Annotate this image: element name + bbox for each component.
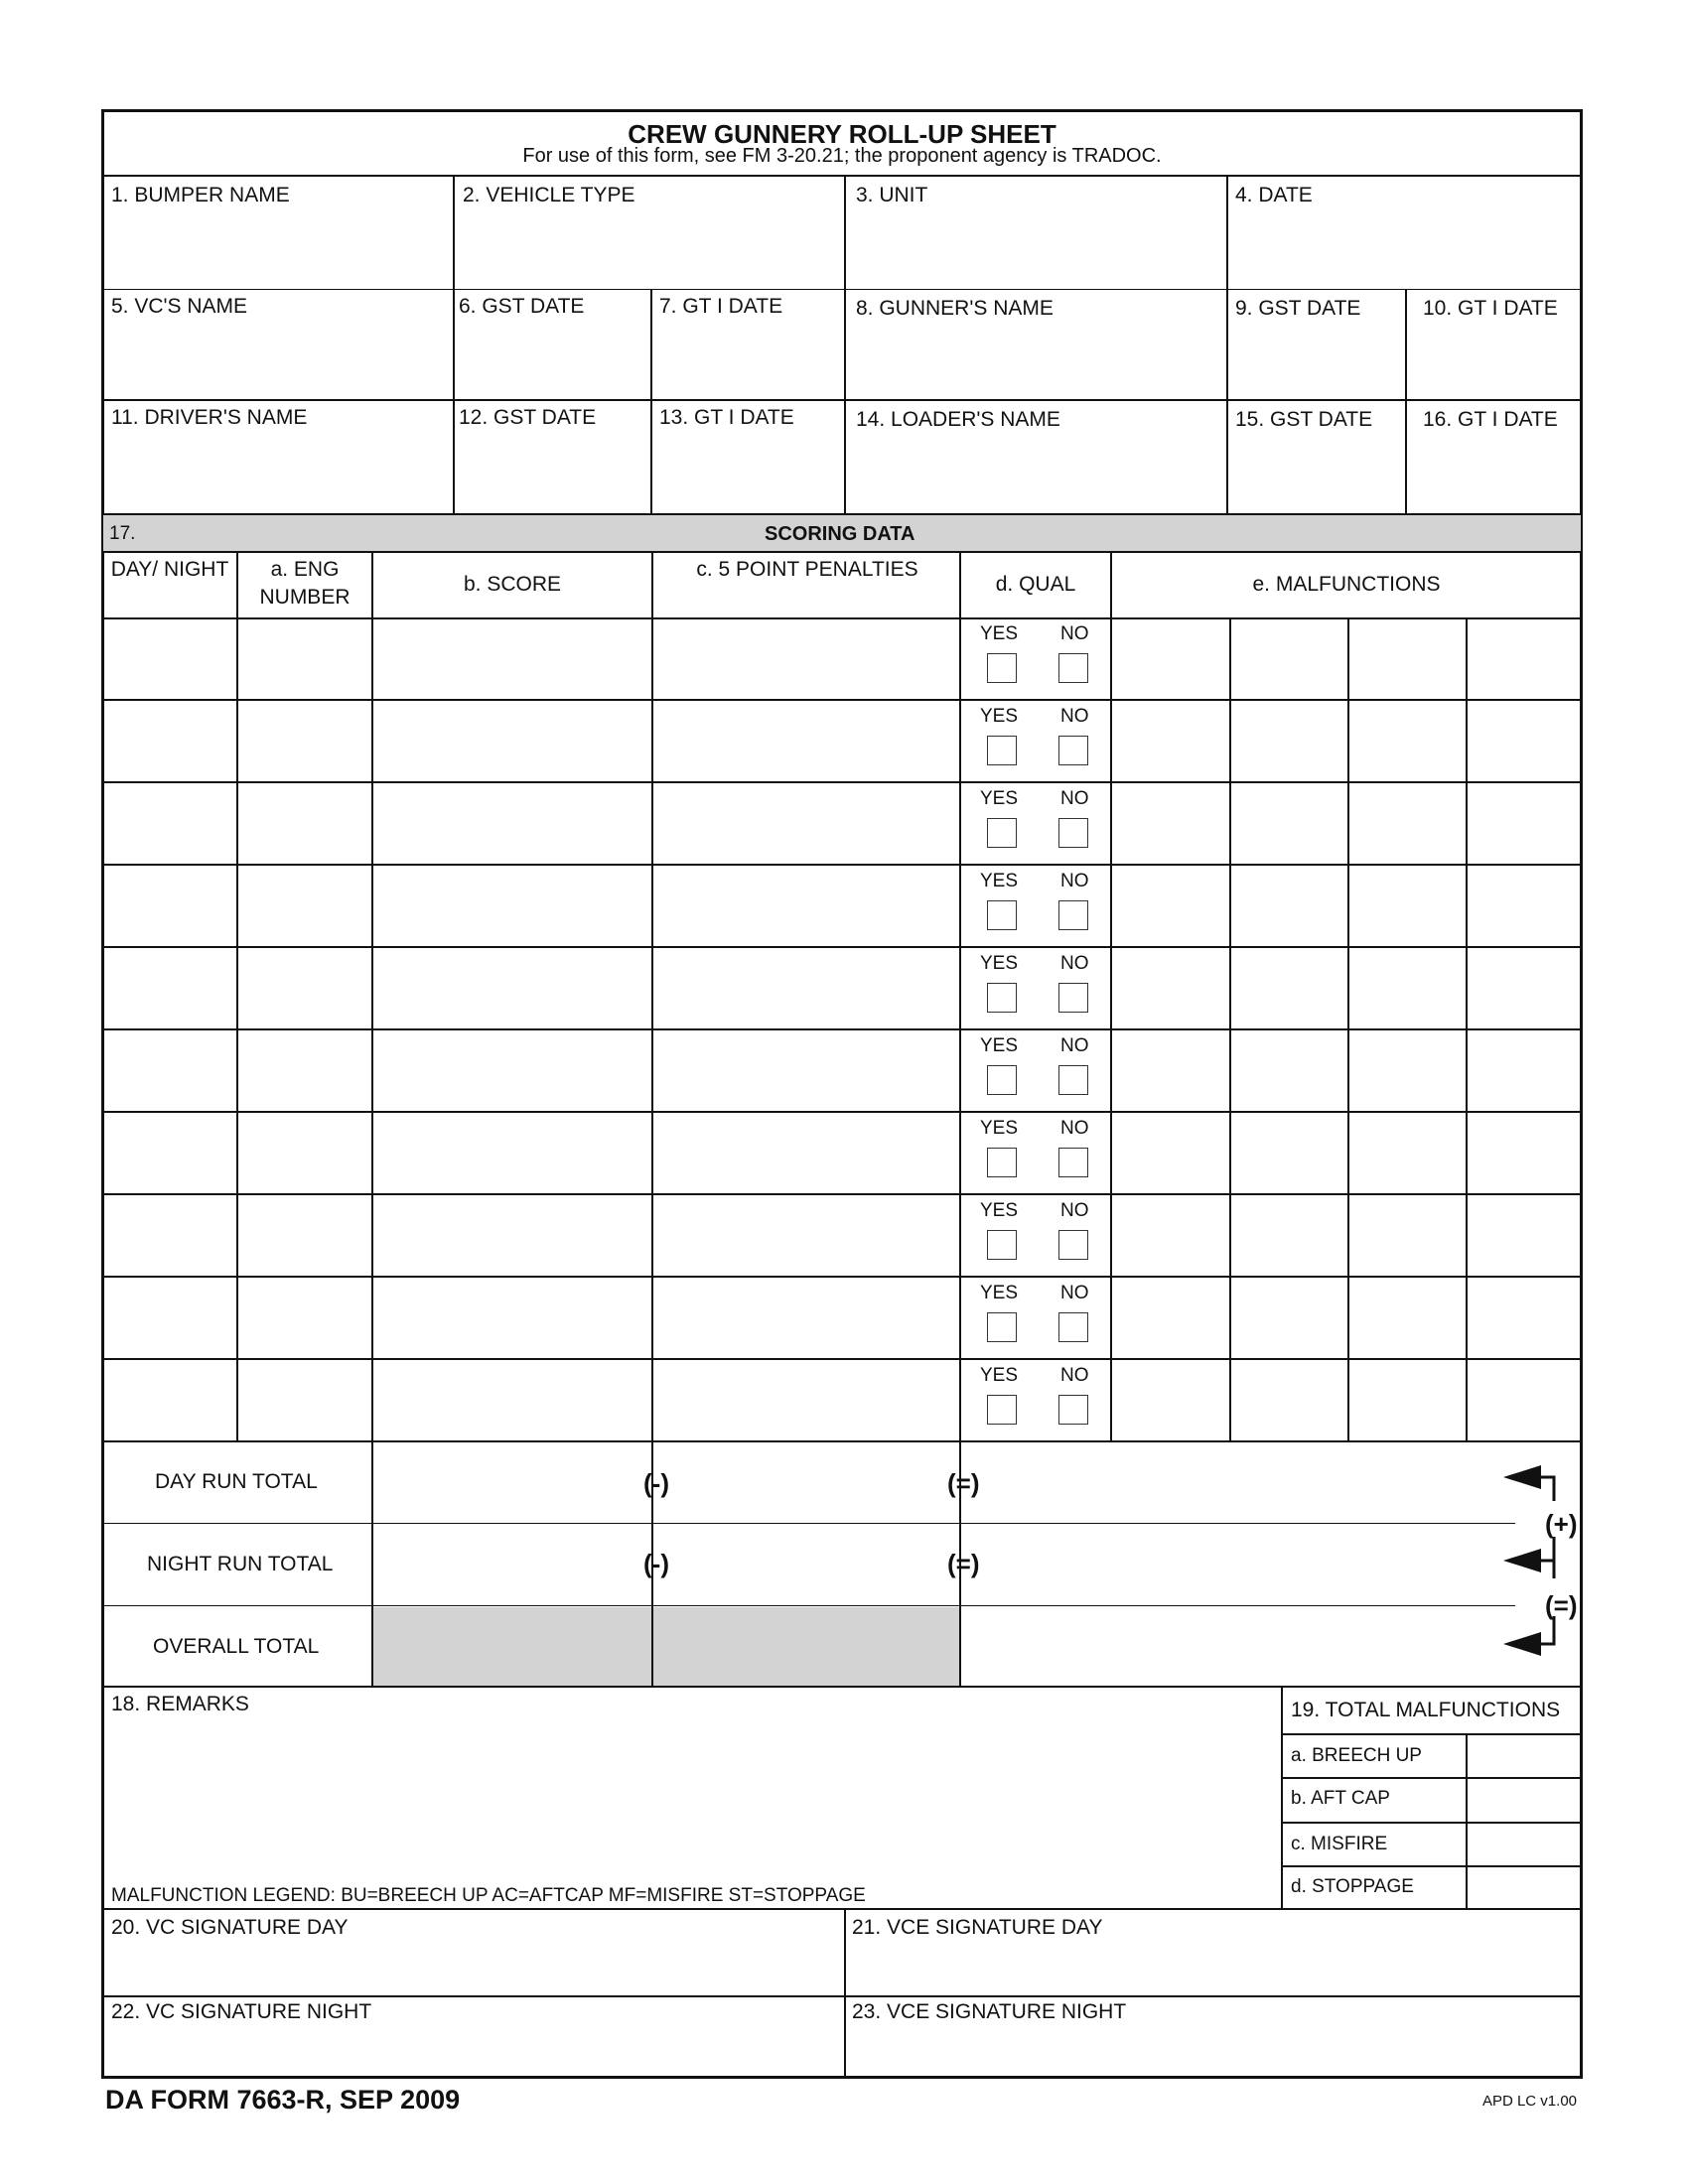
overall-penalties-shaded bbox=[653, 1607, 959, 1686]
yes-label: YES bbox=[980, 953, 1019, 974]
no-label: NO bbox=[1060, 1283, 1089, 1303]
vc-gst-date-field[interactable] bbox=[457, 324, 646, 395]
equals-symbol: (=) bbox=[1545, 1590, 1578, 1620]
vc-name-label: 5. VC'S NAME bbox=[111, 295, 248, 318]
rule bbox=[959, 551, 961, 1686]
driver-gst-date-label: 12. GST DATE bbox=[459, 406, 597, 429]
stoppage-label: d. STOPPAGE bbox=[1291, 1876, 1414, 1897]
col-malfunctions: e. MALFUNCTIONS bbox=[1252, 573, 1441, 596]
rule bbox=[1347, 617, 1349, 1440]
remarks-field[interactable] bbox=[105, 1719, 1277, 1809]
qual-no-checkbox[interactable] bbox=[1058, 736, 1088, 765]
unit-label: 3. UNIT bbox=[856, 184, 928, 206]
loader-gst-date-label: 15. GST DATE bbox=[1235, 408, 1373, 431]
rule bbox=[844, 175, 846, 513]
yes-label: YES bbox=[980, 788, 1019, 809]
overall-total-label: OVERALL TOTAL bbox=[153, 1635, 320, 1658]
bumper-name-label: 1. BUMPER NAME bbox=[111, 184, 290, 206]
rule bbox=[1281, 1822, 1583, 1824]
qual-yes-checkbox[interactable] bbox=[987, 818, 1017, 848]
form-id: DA FORM 7663-R, SEP 2009 bbox=[105, 2085, 461, 2115]
qual-yes-checkbox[interactable] bbox=[987, 1312, 1017, 1342]
driver-gt-date-field[interactable] bbox=[654, 435, 840, 510]
qual-yes-checkbox[interactable] bbox=[987, 653, 1017, 683]
qual-no-checkbox[interactable] bbox=[1058, 818, 1088, 848]
rule bbox=[101, 781, 1583, 783]
rule bbox=[101, 399, 1583, 401]
qual-yes-checkbox[interactable] bbox=[987, 900, 1017, 930]
unit-field[interactable] bbox=[848, 210, 1222, 286]
rule bbox=[101, 946, 1583, 948]
rule bbox=[101, 1523, 1515, 1524]
gunner-gst-date-field[interactable] bbox=[1230, 324, 1401, 395]
aft-cap-label: b. AFT CAP bbox=[1291, 1788, 1390, 1809]
form-title: CREW GUNNERY ROLL-UP SHEET bbox=[628, 119, 1056, 149]
gunner-gt-date-field[interactable] bbox=[1409, 324, 1578, 395]
no-label: NO bbox=[1060, 953, 1089, 974]
overall-score-shaded bbox=[373, 1607, 651, 1686]
loader-gst-date-field[interactable] bbox=[1230, 435, 1401, 510]
no-label: NO bbox=[1060, 871, 1089, 891]
qual-no-checkbox[interactable] bbox=[1058, 983, 1088, 1013]
vc-gt-date-field[interactable] bbox=[654, 324, 840, 395]
sum-bracket-arrows bbox=[1489, 1459, 1569, 1678]
rule bbox=[101, 1193, 1583, 1195]
qual-no-checkbox[interactable] bbox=[1058, 1395, 1088, 1425]
no-label: NO bbox=[1060, 1365, 1089, 1386]
vce-signature-day-label: 21. VCE SIGNATURE DAY bbox=[852, 1916, 1103, 1939]
rule bbox=[1466, 1733, 1468, 1910]
col-qual: d. QUAL bbox=[995, 573, 1076, 596]
date-field[interactable] bbox=[1230, 210, 1578, 286]
form-version: APD LC v1.00 bbox=[1481, 2093, 1577, 2110]
vc-signature-night-label: 22. VC SIGNATURE NIGHT bbox=[111, 2000, 372, 2023]
night-minus-symbol: (-) bbox=[643, 1549, 669, 1578]
yes-label: YES bbox=[980, 871, 1019, 891]
yes-label: YES bbox=[980, 706, 1019, 727]
no-label: NO bbox=[1060, 788, 1089, 809]
col-penalties: c. 5 POINT PENALTIES bbox=[696, 558, 918, 581]
loader-gt-date-label: 16. GT I DATE bbox=[1423, 408, 1558, 431]
qual-no-checkbox[interactable] bbox=[1058, 900, 1088, 930]
loader-name-label: 14. LOADER'S NAME bbox=[856, 408, 1060, 431]
yes-label: YES bbox=[980, 1283, 1019, 1303]
driver-name-field[interactable] bbox=[105, 435, 449, 510]
vc-signature-day-label: 20. VC SIGNATURE DAY bbox=[111, 1916, 349, 1939]
rule bbox=[101, 1995, 1583, 1997]
yes-label: YES bbox=[980, 1200, 1019, 1221]
rule bbox=[651, 551, 653, 1686]
no-label: NO bbox=[1060, 1118, 1089, 1139]
rule bbox=[1466, 617, 1468, 1440]
vc-gst-date-label: 6. GST DATE bbox=[459, 295, 585, 318]
rule bbox=[1110, 551, 1112, 1440]
qual-no-checkbox[interactable] bbox=[1058, 1312, 1088, 1342]
breech-up-count-field[interactable] bbox=[1470, 1737, 1579, 1775]
plus-symbol: (+) bbox=[1545, 1509, 1578, 1539]
rule bbox=[101, 617, 1583, 619]
vc-signature-night-field[interactable] bbox=[105, 2027, 840, 2073]
driver-gt-date-label: 13. GT I DATE bbox=[659, 406, 794, 429]
col-eng-number: a. ENG NUMBER bbox=[259, 558, 351, 609]
loader-name-field[interactable] bbox=[848, 435, 1222, 510]
day-run-total-label: DAY RUN TOTAL bbox=[155, 1470, 318, 1493]
yes-label: YES bbox=[980, 1365, 1019, 1386]
scoring-section-title: SCORING DATA bbox=[765, 523, 915, 545]
gunner-gst-date-label: 9. GST DATE bbox=[1235, 297, 1361, 320]
rule bbox=[101, 1686, 1583, 1688]
rule bbox=[101, 1908, 1583, 1910]
day-equals-symbol: (=) bbox=[947, 1468, 980, 1498]
qual-yes-checkbox[interactable] bbox=[987, 736, 1017, 765]
driver-name-label: 11. DRIVER'S NAME bbox=[111, 406, 308, 429]
rule bbox=[650, 289, 652, 513]
yes-label: YES bbox=[980, 1035, 1019, 1056]
rule bbox=[1226, 175, 1228, 513]
qual-yes-checkbox[interactable] bbox=[987, 1230, 1017, 1260]
rule bbox=[101, 1358, 1583, 1360]
no-label: NO bbox=[1060, 706, 1089, 727]
qual-yes-checkbox[interactable] bbox=[987, 1148, 1017, 1177]
qual-no-checkbox[interactable] bbox=[1058, 1148, 1088, 1177]
rule bbox=[101, 1028, 1583, 1030]
qual-yes-checkbox[interactable] bbox=[987, 1395, 1017, 1425]
rule bbox=[101, 699, 1583, 701]
rule bbox=[101, 175, 1583, 177]
rule bbox=[1229, 617, 1231, 1440]
vc-gt-date-label: 7. GT I DATE bbox=[659, 295, 783, 318]
aft-cap-count-field[interactable] bbox=[1470, 1781, 1579, 1820]
rule bbox=[101, 1440, 1583, 1442]
col-day-night: DAY/ NIGHT bbox=[110, 558, 229, 581]
total-malfunctions-label: 19. TOTAL MALFUNCTIONS bbox=[1291, 1699, 1561, 1721]
yes-label: YES bbox=[980, 1118, 1019, 1139]
rule bbox=[101, 864, 1583, 866]
qual-yes-checkbox[interactable] bbox=[987, 983, 1017, 1013]
rule bbox=[101, 1276, 1583, 1278]
rule bbox=[1405, 289, 1407, 513]
no-label: NO bbox=[1060, 1035, 1089, 1056]
vehicle-type-label: 2. VEHICLE TYPE bbox=[463, 184, 635, 206]
date-label: 4. DATE bbox=[1235, 184, 1313, 206]
rule bbox=[101, 551, 1583, 553]
vc-signature-day-field[interactable] bbox=[105, 1942, 840, 1991]
day-minus-symbol: (-) bbox=[643, 1468, 669, 1498]
qual-no-checkbox[interactable] bbox=[1058, 1230, 1088, 1260]
vc-name-field[interactable] bbox=[105, 324, 449, 395]
rule bbox=[1281, 1733, 1583, 1735]
breech-up-label: a. BREECH UP bbox=[1291, 1745, 1422, 1766]
stoppage-count-field[interactable] bbox=[1470, 1869, 1579, 1908]
misfire-label: c. MISFIRE bbox=[1291, 1834, 1388, 1854]
no-label: NO bbox=[1060, 1200, 1089, 1221]
loader-gt-date-field[interactable] bbox=[1409, 435, 1578, 510]
vehicle-type-field[interactable] bbox=[457, 210, 840, 286]
night-run-total-label: NIGHT RUN TOTAL bbox=[147, 1553, 334, 1575]
rule bbox=[1281, 1865, 1583, 1867]
day-arrow-icon bbox=[1503, 1465, 1541, 1489]
misfire-count-field[interactable] bbox=[1470, 1826, 1579, 1863]
driver-gst-date-field[interactable] bbox=[457, 435, 646, 510]
gunner-gt-date-label: 10. GT I DATE bbox=[1423, 297, 1558, 320]
rule bbox=[236, 551, 238, 1440]
remarks-label: 18. REMARKS bbox=[111, 1693, 249, 1715]
rule bbox=[1281, 1688, 1283, 1910]
vce-signature-day-field[interactable] bbox=[848, 1942, 1579, 1991]
gunner-name-field[interactable] bbox=[848, 324, 1222, 395]
form-subtitle: For use of this form, see FM 3-20.21; the proponent agency is TRADOC. bbox=[522, 145, 1162, 167]
vce-signature-night-field[interactable] bbox=[848, 2027, 1579, 2073]
col-score: b. SCORE bbox=[463, 573, 562, 596]
qual-no-checkbox[interactable] bbox=[1058, 653, 1088, 683]
rule bbox=[101, 289, 1583, 290]
rule bbox=[101, 1605, 1515, 1606]
yes-label: YES bbox=[980, 623, 1019, 644]
scoring-section-number: 17. bbox=[109, 523, 136, 544]
gunner-name-label: 8. GUNNER'S NAME bbox=[856, 297, 1054, 320]
bumper-name-field[interactable] bbox=[105, 210, 449, 286]
qual-no-checkbox[interactable] bbox=[1058, 1065, 1088, 1095]
no-label: NO bbox=[1060, 623, 1089, 644]
rule bbox=[101, 1111, 1583, 1113]
overall-arrow-icon bbox=[1503, 1632, 1541, 1656]
malfunction-legend: MALFUNCTION LEGEND: BU=BREECH UP AC=AFTCAP MF=MISFIRE ST=STOPPAGE bbox=[111, 1885, 866, 1906]
qual-yes-checkbox[interactable] bbox=[987, 1065, 1017, 1095]
rule bbox=[844, 1908, 846, 2077]
rule bbox=[1281, 1777, 1583, 1779]
night-equals-symbol: (=) bbox=[947, 1549, 980, 1578]
night-arrow-icon bbox=[1503, 1549, 1541, 1572]
rule bbox=[371, 551, 373, 1686]
vce-signature-night-label: 23. VCE SIGNATURE NIGHT bbox=[852, 2000, 1127, 2023]
rule bbox=[453, 175, 455, 513]
